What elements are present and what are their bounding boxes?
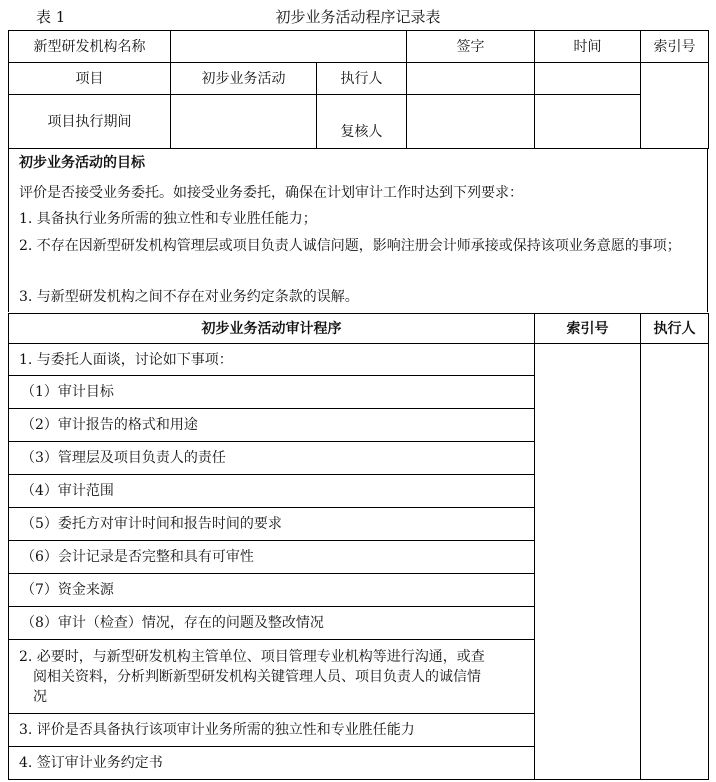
executor-label: 执行人	[317, 63, 407, 95]
table-number: 表 1	[36, 8, 66, 26]
subitem-8: （8）审计（检查）情况，存在的问题及整改情况	[9, 607, 535, 640]
subitem-6: （6）会计记录是否完整和具有可审性	[9, 541, 535, 574]
goal-heading: 初步业务活动的目标	[19, 155, 145, 171]
subitem-4: （4）审计范围	[9, 475, 535, 508]
goal-item-2: 2. 不存在因新型研发机构管理层或项目负责人诚信问题，影响注册会计师承接或保持该项业务意愿的事项；	[19, 238, 681, 254]
goal-intro: 评价是否接受业务委托。如接受业务委托，确保在计划审计工作时达到下列要求：	[19, 185, 523, 201]
col-program-header: 初步业务活动审计程序	[9, 314, 535, 344]
index-value-cell[interactable]	[641, 63, 709, 149]
col-index-header: 索引号	[535, 314, 641, 344]
page-title: 初步业务活动程序记录表	[275, 8, 441, 26]
subitem-7: （7）资金来源	[9, 574, 535, 607]
procedure-step-2	[9, 640, 535, 714]
index-label: 索引号	[641, 31, 709, 63]
reviewer-sign-cell[interactable]	[407, 95, 535, 149]
subitem-3: （3）管理层及项目负责人的责任	[9, 442, 535, 475]
subitem-1: （1）审计目标	[9, 376, 535, 409]
procedure-step-2-line-1: 2. 必要时，与新型研发机构主管单位、项目管理专业机构等进行沟通，或查	[19, 648, 485, 665]
org-name-value[interactable]	[171, 31, 407, 63]
executor-sign-cell[interactable]	[407, 63, 535, 95]
time-label: 时间	[535, 31, 641, 63]
reviewer-label: 复核人	[317, 95, 407, 149]
reviewer-time-cell[interactable]	[535, 95, 641, 149]
period-label: 项目执行期间	[9, 95, 171, 149]
sign-label: 签字	[407, 31, 535, 63]
procedure-table	[8, 313, 709, 780]
procedure-executor-cell[interactable]	[641, 344, 709, 780]
executor-time-cell[interactable]	[535, 63, 641, 95]
procedure-step-1: 1. 与委托人面谈，讨论如下事项：	[9, 344, 535, 376]
goal-item-3: 3. 与新型研发机构之间不存在对业务约定条款的误解。	[19, 289, 359, 305]
procedure-step-2-line-2: 阅相关资料，分析判断新型研发机构关键管理人员、项目负责人的诚信情	[33, 668, 481, 685]
org-name-label: 新型研发机构名称	[9, 31, 171, 63]
preliminary-label: 初步业务活动	[171, 63, 317, 95]
goal-section	[8, 148, 708, 312]
procedure-step-4: 4. 签订审计业务约定书	[9, 747, 535, 780]
period-value-cell[interactable]	[171, 95, 317, 149]
goal-item-1: 1. 具备执行业务所需的独立性和专业胜任能力；	[19, 211, 317, 227]
col-executor-header: 执行人	[641, 314, 709, 344]
project-label: 项目	[9, 63, 171, 95]
procedure-step-2-line-3: 况	[33, 688, 47, 705]
subitem-5: （5）委托方对审计时间和报告时间的要求	[9, 508, 535, 541]
table-caption	[0, 4, 716, 28]
subitem-2: （2）审计报告的格式和用途	[9, 409, 535, 442]
procedure-step-3: 3. 评价是否具备执行该项审计业务所需的独立性和专业胜任能力	[9, 714, 535, 747]
procedure-index-cell[interactable]	[535, 344, 641, 780]
header-table	[8, 30, 709, 149]
